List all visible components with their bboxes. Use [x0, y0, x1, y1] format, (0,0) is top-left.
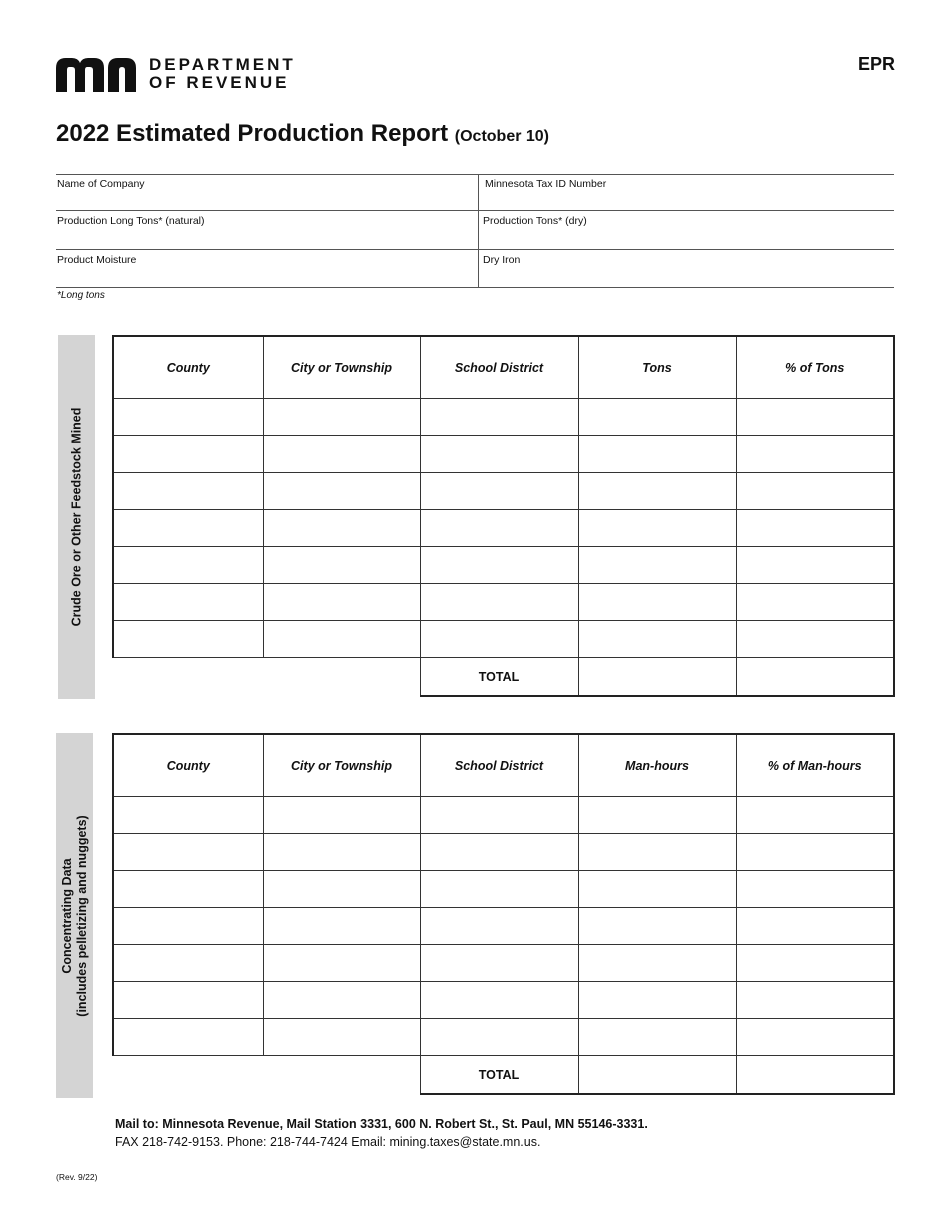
- man-hours-cell[interactable]: [578, 834, 736, 871]
- city-township-cell[interactable]: [263, 834, 420, 871]
- county-cell[interactable]: [113, 871, 263, 908]
- tons-cell[interactable]: [578, 510, 736, 547]
- county-cell[interactable]: [113, 945, 263, 982]
- city-township-cell[interactable]: [263, 797, 420, 834]
- city-township-cell[interactable]: [263, 908, 420, 945]
- school-district-cell[interactable]: [420, 908, 578, 945]
- total-label: TOTAL: [420, 1056, 578, 1095]
- school-district-cell[interactable]: [420, 834, 578, 871]
- school-district-cell[interactable]: [420, 473, 578, 510]
- percent-tons-cell[interactable]: [736, 621, 894, 658]
- title-subtitle: (October 10): [454, 128, 550, 145]
- county-cell[interactable]: [113, 547, 263, 584]
- county-cell[interactable]: [113, 908, 263, 945]
- department-logo: [56, 56, 296, 96]
- col-percent-man-hours: % of Man-hours: [736, 734, 894, 797]
- school-district-cell[interactable]: [420, 797, 578, 834]
- table-header-row: [113, 734, 894, 797]
- title-main: 2022 Estimated Production Report: [56, 120, 449, 147]
- total-row-spacer: [113, 1056, 420, 1095]
- logo-line-1: DEPARTMENT: [149, 55, 296, 74]
- school-district-cell[interactable]: [420, 436, 578, 473]
- city-township-cell[interactable]: [263, 945, 420, 982]
- table-row: [113, 436, 894, 473]
- school-district-cell[interactable]: [420, 621, 578, 658]
- city-township-cell[interactable]: [263, 510, 420, 547]
- percent-tons-cell[interactable]: [736, 547, 894, 584]
- total-row-spacer: [113, 658, 420, 697]
- col-county: County: [113, 734, 263, 797]
- county-cell[interactable]: [113, 982, 263, 1019]
- mailing-info: [115, 1115, 648, 1151]
- tax-id-label: Minnesota Tax ID Number: [485, 178, 607, 190]
- total-row: [113, 1056, 894, 1095]
- long-tons-natural-field[interactable]: [56, 211, 478, 249]
- county-cell[interactable]: [113, 399, 263, 436]
- percent-tons-cell[interactable]: [736, 584, 894, 621]
- school-district-cell[interactable]: [420, 510, 578, 547]
- table-row: [113, 1019, 894, 1056]
- mail-address: Mail to: Minnesota Revenue, Mail Station 3331, 600 N. Robert St., St. Paul, MN 55146-3331.: [115, 1117, 648, 1131]
- concentrating-section-label: [60, 815, 90, 1016]
- table-row: [113, 871, 894, 908]
- table-row: [113, 473, 894, 510]
- table-header-row: [113, 336, 894, 399]
- percent-man-hours-cell[interactable]: [736, 1019, 894, 1056]
- concentrating-table: [112, 733, 895, 1095]
- total-tons-cell[interactable]: [578, 658, 736, 697]
- city-township-cell[interactable]: [263, 871, 420, 908]
- tax-id-field[interactable]: [484, 174, 894, 210]
- col-school-district: School District: [420, 734, 578, 797]
- city-township-cell[interactable]: [263, 621, 420, 658]
- company-name-label: Name of Company: [57, 178, 145, 190]
- percent-man-hours-cell[interactable]: [736, 982, 894, 1019]
- logo-line-2: OF REVENUE: [149, 73, 290, 92]
- col-city-township: City or Township: [263, 734, 420, 797]
- field-divider: [478, 174, 479, 287]
- field-rule: [56, 287, 894, 288]
- county-cell[interactable]: [113, 797, 263, 834]
- man-hours-cell[interactable]: [578, 908, 736, 945]
- page-title: [56, 120, 549, 148]
- county-cell[interactable]: [113, 621, 263, 658]
- school-district-cell[interactable]: [420, 871, 578, 908]
- school-district-cell[interactable]: [420, 1019, 578, 1056]
- logo-wordmark: [149, 56, 296, 92]
- county-cell[interactable]: [113, 510, 263, 547]
- city-township-cell[interactable]: [263, 436, 420, 473]
- school-district-cell[interactable]: [420, 547, 578, 584]
- percent-tons-cell[interactable]: [736, 399, 894, 436]
- total-percent-man-hours-cell[interactable]: [736, 1056, 894, 1095]
- crude-ore-section-band: [58, 335, 95, 699]
- percent-tons-cell[interactable]: [736, 473, 894, 510]
- revision-note: (Rev. 9/22): [56, 1172, 98, 1182]
- col-county: County: [113, 336, 263, 399]
- table-row: [113, 908, 894, 945]
- mn-logo-icon: [56, 58, 136, 92]
- percent-tons-cell[interactable]: [736, 510, 894, 547]
- man-hours-cell[interactable]: [578, 871, 736, 908]
- percent-man-hours-cell[interactable]: [736, 834, 894, 871]
- table-row: [113, 510, 894, 547]
- tons-cell[interactable]: [578, 473, 736, 510]
- county-cell[interactable]: [113, 584, 263, 621]
- percent-man-hours-cell[interactable]: [736, 871, 894, 908]
- table-row: [113, 399, 894, 436]
- product-moisture-field[interactable]: [56, 250, 478, 287]
- col-percent-tons: % of Tons: [736, 336, 894, 399]
- city-township-cell[interactable]: [263, 399, 420, 436]
- total-row: [113, 658, 894, 697]
- school-district-cell[interactable]: [420, 982, 578, 1019]
- col-man-hours: Man-hours: [578, 734, 736, 797]
- county-cell[interactable]: [113, 834, 263, 871]
- school-district-cell[interactable]: [420, 584, 578, 621]
- table-row: [113, 584, 894, 621]
- county-cell[interactable]: [113, 1019, 263, 1056]
- contact-info: FAX 218-742-9153. Phone: 218-744-7424 Email: mining.taxes@state.mn.us.: [115, 1135, 541, 1149]
- col-tons: Tons: [578, 336, 736, 399]
- county-cell[interactable]: [113, 473, 263, 510]
- crude-ore-section-label: Crude Ore or Other Feedstock Mined: [69, 407, 83, 627]
- crude-ore-table: [112, 335, 895, 697]
- city-township-cell[interactable]: [263, 982, 420, 1019]
- tons-dry-field[interactable]: [482, 211, 894, 249]
- percent-man-hours-cell[interactable]: [736, 797, 894, 834]
- tons-cell[interactable]: [578, 399, 736, 436]
- table-row: [113, 621, 894, 658]
- percent-man-hours-cell[interactable]: [736, 945, 894, 982]
- percent-tons-cell[interactable]: [736, 436, 894, 473]
- concentrating-label-line-2: (includes pelletizing and nuggets): [74, 814, 89, 1017]
- table-row: [113, 797, 894, 834]
- city-township-cell[interactable]: [263, 584, 420, 621]
- total-man-hours-cell[interactable]: [578, 1056, 736, 1095]
- table-row: [113, 834, 894, 871]
- company-name-field[interactable]: [56, 174, 478, 210]
- tons-cell[interactable]: [578, 436, 736, 473]
- col-city-township: City or Township: [263, 336, 420, 399]
- total-label: TOTAL: [420, 658, 578, 697]
- tons-cell[interactable]: [578, 584, 736, 621]
- man-hours-cell[interactable]: [578, 945, 736, 982]
- city-township-cell[interactable]: [263, 547, 420, 584]
- form-code: EPR: [857, 54, 895, 74]
- concentrating-label-line-1: Concentrating Data: [59, 857, 74, 974]
- dry-iron-field[interactable]: [482, 250, 894, 287]
- total-percent-tons-cell[interactable]: [736, 658, 894, 697]
- long-tons-natural-label: Production Long Tons* (natural): [57, 215, 205, 227]
- county-cell[interactable]: [113, 436, 263, 473]
- tons-dry-label: Production Tons* (dry): [483, 215, 587, 227]
- dry-iron-label: Dry Iron: [483, 254, 521, 266]
- product-moisture-label: Product Moisture: [57, 254, 137, 266]
- man-hours-cell[interactable]: [578, 1019, 736, 1056]
- col-school-district: School District: [420, 336, 578, 399]
- table-row: [113, 547, 894, 584]
- footnote: *Long tons: [57, 290, 105, 301]
- table-row: [113, 945, 894, 982]
- city-township-cell[interactable]: [263, 473, 420, 510]
- tons-cell[interactable]: [578, 621, 736, 658]
- school-district-cell[interactable]: [420, 399, 578, 436]
- man-hours-cell[interactable]: [578, 982, 736, 1019]
- percent-man-hours-cell[interactable]: [736, 908, 894, 945]
- school-district-cell[interactable]: [420, 945, 578, 982]
- tons-cell[interactable]: [578, 547, 736, 584]
- city-township-cell[interactable]: [263, 1019, 420, 1056]
- table-row: [113, 982, 894, 1019]
- concentrating-section-band: [56, 733, 93, 1098]
- man-hours-cell[interactable]: [578, 797, 736, 834]
